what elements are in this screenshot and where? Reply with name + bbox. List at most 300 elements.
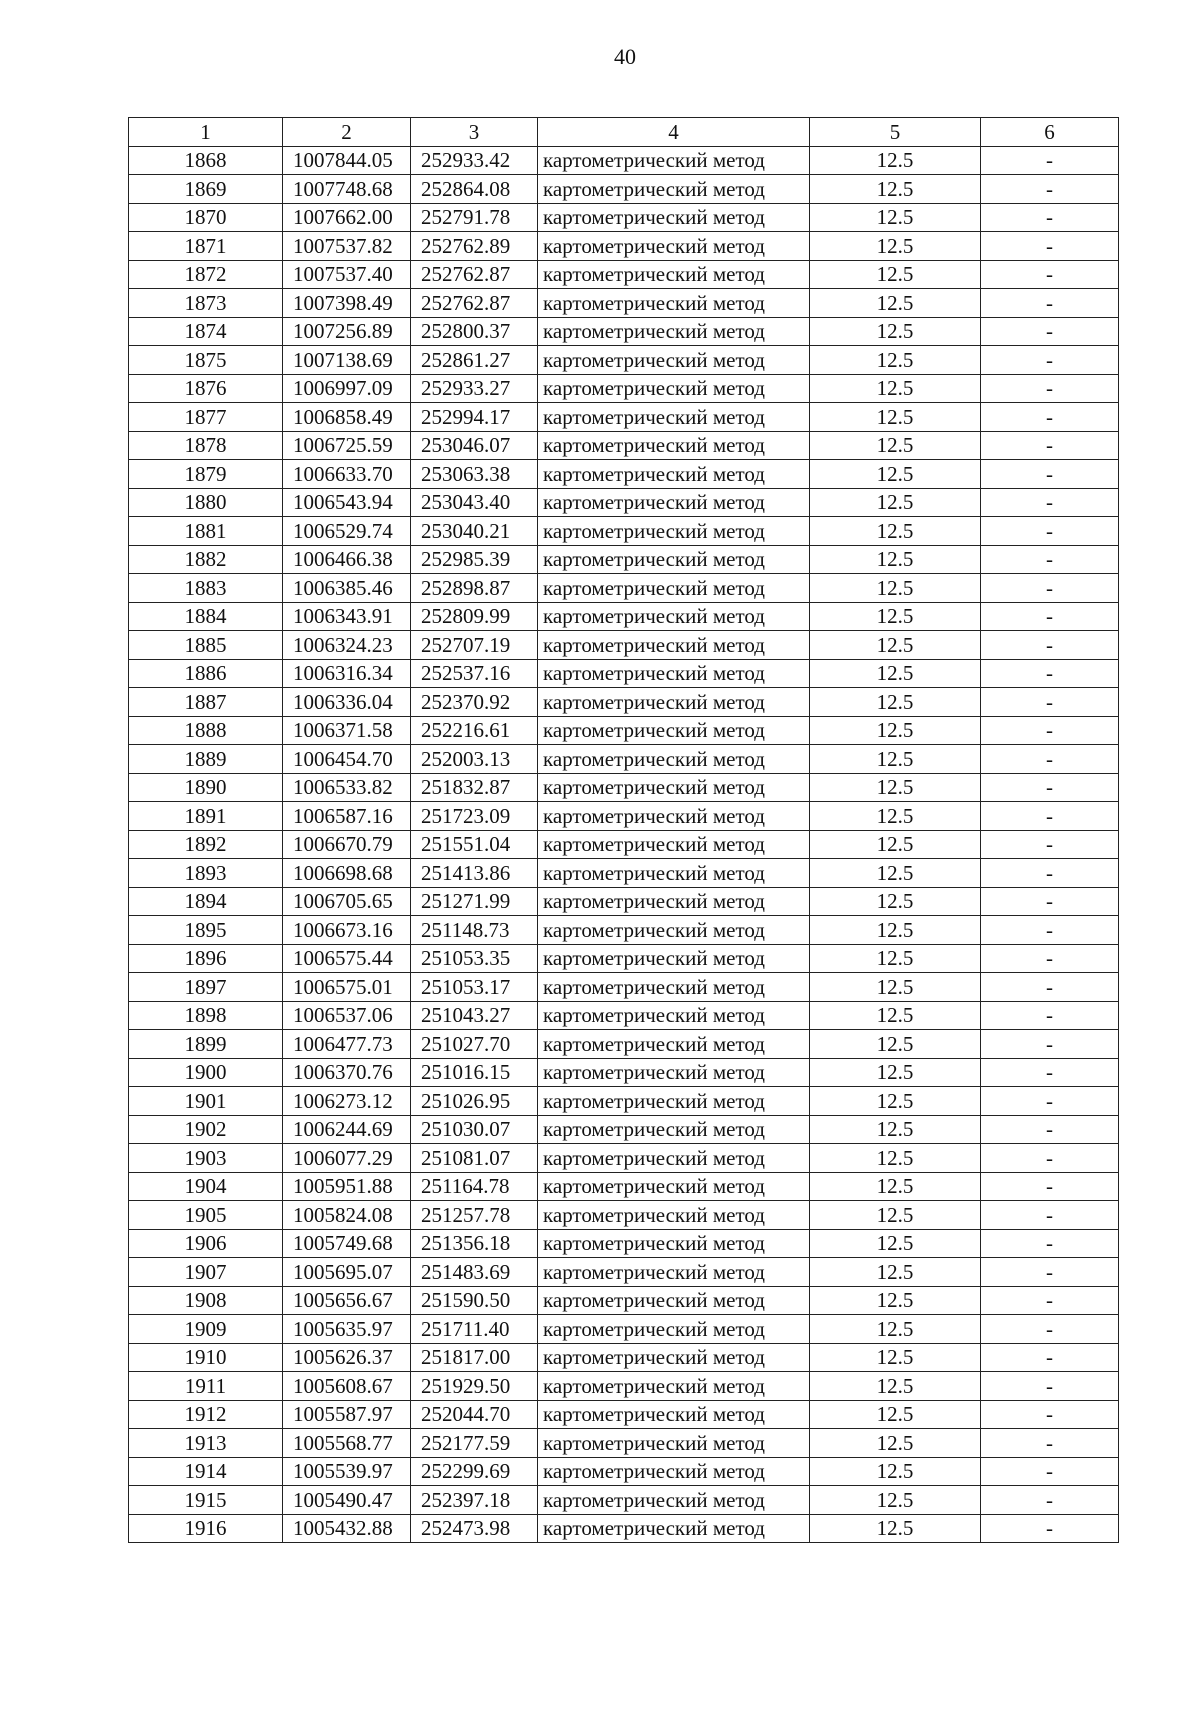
note-cell: -	[981, 517, 1119, 546]
y-coordinate-cell: 251590.50	[411, 1286, 538, 1315]
point-number-cell: 1915	[129, 1486, 283, 1515]
note-cell: -	[981, 346, 1119, 375]
note-cell: -	[981, 203, 1119, 232]
note-cell: -	[981, 1258, 1119, 1287]
y-coordinate-cell: 251551.04	[411, 830, 538, 859]
method-cell: картометрический метод	[538, 1258, 810, 1287]
y-coordinate-cell: 252800.37	[411, 317, 538, 346]
x-coordinate-cell: 1006077.29	[283, 1144, 411, 1173]
y-coordinate-cell: 251356.18	[411, 1229, 538, 1258]
point-number-cell: 1873	[129, 289, 283, 318]
point-number-cell: 1901	[129, 1087, 283, 1116]
table-row	[129, 1486, 1119, 1515]
table-row	[129, 1229, 1119, 1258]
method-cell: картометрический метод	[538, 773, 810, 802]
accuracy-cell: 12.5	[810, 1400, 981, 1429]
table-row	[129, 944, 1119, 973]
x-coordinate-cell: 1006336.04	[283, 688, 411, 717]
table-row	[129, 346, 1119, 375]
point-number-cell: 1868	[129, 146, 283, 175]
method-cell: картометрический метод	[538, 1030, 810, 1059]
point-number-cell: 1890	[129, 773, 283, 802]
table-row	[129, 916, 1119, 945]
table-row	[129, 1258, 1119, 1287]
x-coordinate-cell: 1005587.97	[283, 1400, 411, 1429]
point-number-cell: 1916	[129, 1514, 283, 1543]
x-coordinate-cell: 1006466.38	[283, 545, 411, 574]
note-cell: -	[981, 1001, 1119, 1030]
method-cell: картометрический метод	[538, 944, 810, 973]
y-coordinate-cell: 251026.95	[411, 1087, 538, 1116]
y-coordinate-cell: 252397.18	[411, 1486, 538, 1515]
coordinates-table	[128, 117, 1119, 1543]
table-row	[129, 1087, 1119, 1116]
x-coordinate-cell: 1007537.40	[283, 260, 411, 289]
method-cell: картометрический метод	[538, 1001, 810, 1030]
table-row	[129, 545, 1119, 574]
y-coordinate-cell: 251257.78	[411, 1201, 538, 1230]
y-coordinate-cell: 252216.61	[411, 716, 538, 745]
x-coordinate-cell: 1007748.68	[283, 175, 411, 204]
y-coordinate-cell: 251081.07	[411, 1144, 538, 1173]
accuracy-cell: 12.5	[810, 346, 981, 375]
table-row	[129, 802, 1119, 831]
accuracy-cell: 12.5	[810, 1229, 981, 1258]
accuracy-cell: 12.5	[810, 146, 981, 175]
note-cell: -	[981, 916, 1119, 945]
x-coordinate-cell: 1006477.73	[283, 1030, 411, 1059]
table-row	[129, 488, 1119, 517]
x-coordinate-cell: 1005539.97	[283, 1457, 411, 1486]
note-cell: -	[981, 403, 1119, 432]
point-number-cell: 1870	[129, 203, 283, 232]
point-number-cell: 1876	[129, 374, 283, 403]
table-row	[129, 859, 1119, 888]
y-coordinate-cell: 252537.16	[411, 659, 538, 688]
y-coordinate-cell: 252994.17	[411, 403, 538, 432]
table-row	[129, 1429, 1119, 1458]
x-coordinate-cell: 1005656.67	[283, 1286, 411, 1315]
y-coordinate-cell: 252707.19	[411, 631, 538, 660]
note-cell: -	[981, 773, 1119, 802]
accuracy-cell: 12.5	[810, 232, 981, 261]
point-number-cell: 1908	[129, 1286, 283, 1315]
note-cell: -	[981, 1144, 1119, 1173]
method-cell: картометрический метод	[538, 631, 810, 660]
point-number-cell: 1874	[129, 317, 283, 346]
note-cell: -	[981, 1286, 1119, 1315]
column-header: 6	[981, 118, 1119, 147]
point-number-cell: 1877	[129, 403, 283, 432]
table-row	[129, 574, 1119, 603]
x-coordinate-cell: 1006587.16	[283, 802, 411, 831]
point-number-cell: 1904	[129, 1172, 283, 1201]
accuracy-cell: 12.5	[810, 1286, 981, 1315]
table-row	[129, 830, 1119, 859]
accuracy-cell: 12.5	[810, 688, 981, 717]
accuracy-cell: 12.5	[810, 1001, 981, 1030]
note-cell: -	[981, 545, 1119, 574]
y-coordinate-cell: 251271.99	[411, 887, 538, 916]
note-cell: -	[981, 574, 1119, 603]
point-number-cell: 1887	[129, 688, 283, 717]
accuracy-cell: 12.5	[810, 830, 981, 859]
y-coordinate-cell: 253046.07	[411, 431, 538, 460]
table-row	[129, 1514, 1119, 1543]
table-row	[129, 602, 1119, 631]
method-cell: картометрический метод	[538, 1514, 810, 1543]
method-cell: картометрический метод	[538, 859, 810, 888]
table-row	[129, 1172, 1119, 1201]
table-row	[129, 431, 1119, 460]
point-number-cell: 1878	[129, 431, 283, 460]
y-coordinate-cell: 252809.99	[411, 602, 538, 631]
method-cell: картометрический метод	[538, 488, 810, 517]
point-number-cell: 1914	[129, 1457, 283, 1486]
method-cell: картометрический метод	[538, 289, 810, 318]
accuracy-cell: 12.5	[810, 374, 981, 403]
accuracy-cell: 12.5	[810, 517, 981, 546]
note-cell: -	[981, 1201, 1119, 1230]
note-cell: -	[981, 1030, 1119, 1059]
page-number: 40	[614, 44, 636, 69]
point-number-cell: 1884	[129, 602, 283, 631]
point-number-cell: 1898	[129, 1001, 283, 1030]
method-cell: картометрический метод	[538, 1372, 810, 1401]
point-number-cell: 1903	[129, 1144, 283, 1173]
note-cell: -	[981, 1315, 1119, 1344]
accuracy-cell: 12.5	[810, 1201, 981, 1230]
note-cell: -	[981, 830, 1119, 859]
note-cell: -	[981, 289, 1119, 318]
x-coordinate-cell: 1006997.09	[283, 374, 411, 403]
table-row	[129, 1058, 1119, 1087]
point-number-cell: 1907	[129, 1258, 283, 1287]
note-cell: -	[981, 716, 1119, 745]
method-cell: картометрический метод	[538, 232, 810, 261]
note-cell: -	[981, 1172, 1119, 1201]
point-number-cell: 1896	[129, 944, 283, 973]
table-row	[129, 773, 1119, 802]
method-cell: картометрический метод	[538, 887, 810, 916]
note-cell: -	[981, 802, 1119, 831]
y-coordinate-cell: 252985.39	[411, 545, 538, 574]
accuracy-cell: 12.5	[810, 1457, 981, 1486]
table-row	[129, 203, 1119, 232]
x-coordinate-cell: 1006537.06	[283, 1001, 411, 1030]
accuracy-cell: 12.5	[810, 1144, 981, 1173]
x-coordinate-cell: 1005626.37	[283, 1343, 411, 1372]
table-row	[129, 1201, 1119, 1230]
x-coordinate-cell: 1005608.67	[283, 1372, 411, 1401]
point-number-cell: 1872	[129, 260, 283, 289]
point-number-cell: 1895	[129, 916, 283, 945]
accuracy-cell: 12.5	[810, 659, 981, 688]
y-coordinate-cell: 251027.70	[411, 1030, 538, 1059]
x-coordinate-cell: 1006543.94	[283, 488, 411, 517]
table-row	[129, 659, 1119, 688]
accuracy-cell: 12.5	[810, 317, 981, 346]
method-cell: картометрический метод	[538, 1229, 810, 1258]
accuracy-cell: 12.5	[810, 802, 981, 831]
point-number-cell: 1869	[129, 175, 283, 204]
note-cell: -	[981, 488, 1119, 517]
note-cell: -	[981, 260, 1119, 289]
x-coordinate-cell: 1005951.88	[283, 1172, 411, 1201]
method-cell: картометрический метод	[538, 716, 810, 745]
y-coordinate-cell: 251030.07	[411, 1115, 538, 1144]
x-coordinate-cell: 1006670.79	[283, 830, 411, 859]
table-row	[129, 374, 1119, 403]
x-coordinate-cell: 1007398.49	[283, 289, 411, 318]
note-cell: -	[981, 1343, 1119, 1372]
note-cell: -	[981, 146, 1119, 175]
note-cell: -	[981, 374, 1119, 403]
method-cell: картометрический метод	[538, 1144, 810, 1173]
note-cell: -	[981, 460, 1119, 489]
point-number-cell: 1905	[129, 1201, 283, 1230]
point-number-cell: 1906	[129, 1229, 283, 1258]
y-coordinate-cell: 253063.38	[411, 460, 538, 489]
column-header: 5	[810, 118, 981, 147]
method-cell: картометрический метод	[538, 830, 810, 859]
point-number-cell: 1893	[129, 859, 283, 888]
y-coordinate-cell: 252933.27	[411, 374, 538, 403]
y-coordinate-cell: 251929.50	[411, 1372, 538, 1401]
point-number-cell: 1885	[129, 631, 283, 660]
accuracy-cell: 12.5	[810, 773, 981, 802]
accuracy-cell: 12.5	[810, 1372, 981, 1401]
method-cell: картометрический метод	[538, 973, 810, 1002]
accuracy-cell: 12.5	[810, 1115, 981, 1144]
note-cell: -	[981, 1486, 1119, 1515]
point-number-cell: 1889	[129, 745, 283, 774]
x-coordinate-cell: 1005490.47	[283, 1486, 411, 1515]
x-coordinate-cell: 1007138.69	[283, 346, 411, 375]
method-cell: картометрический метод	[538, 460, 810, 489]
x-coordinate-cell: 1006725.59	[283, 431, 411, 460]
x-coordinate-cell: 1006529.74	[283, 517, 411, 546]
table-row	[129, 175, 1119, 204]
accuracy-cell: 12.5	[810, 1030, 981, 1059]
y-coordinate-cell: 251148.73	[411, 916, 538, 945]
accuracy-cell: 12.5	[810, 488, 981, 517]
y-coordinate-cell: 253040.21	[411, 517, 538, 546]
x-coordinate-cell: 1005749.68	[283, 1229, 411, 1258]
y-coordinate-cell: 252861.27	[411, 346, 538, 375]
y-coordinate-cell: 253043.40	[411, 488, 538, 517]
table-row	[129, 887, 1119, 916]
accuracy-cell: 12.5	[810, 1429, 981, 1458]
table-row	[129, 631, 1119, 660]
point-number-cell: 1899	[129, 1030, 283, 1059]
note-cell: -	[981, 1400, 1119, 1429]
accuracy-cell: 12.5	[810, 1087, 981, 1116]
x-coordinate-cell: 1005568.77	[283, 1429, 411, 1458]
method-cell: картометрический метод	[538, 1400, 810, 1429]
note-cell: -	[981, 431, 1119, 460]
column-header: 2	[283, 118, 411, 147]
table-row	[129, 1030, 1119, 1059]
y-coordinate-cell: 252003.13	[411, 745, 538, 774]
note-cell: -	[981, 1087, 1119, 1116]
point-number-cell: 1897	[129, 973, 283, 1002]
accuracy-cell: 12.5	[810, 175, 981, 204]
y-coordinate-cell: 252762.87	[411, 289, 538, 318]
y-coordinate-cell: 251413.86	[411, 859, 538, 888]
point-number-cell: 1891	[129, 802, 283, 831]
table-row	[129, 1286, 1119, 1315]
table-row	[129, 517, 1119, 546]
accuracy-cell: 12.5	[810, 1058, 981, 1087]
y-coordinate-cell: 252762.87	[411, 260, 538, 289]
table-row	[129, 403, 1119, 432]
y-coordinate-cell: 252791.78	[411, 203, 538, 232]
x-coordinate-cell: 1005432.88	[283, 1514, 411, 1543]
x-coordinate-cell: 1006371.58	[283, 716, 411, 745]
y-coordinate-cell: 251043.27	[411, 1001, 538, 1030]
point-number-cell: 1892	[129, 830, 283, 859]
table-row	[129, 716, 1119, 745]
method-cell: картометрический метод	[538, 517, 810, 546]
method-cell: картометрический метод	[538, 1286, 810, 1315]
accuracy-cell: 12.5	[810, 1514, 981, 1543]
x-coordinate-cell: 1006633.70	[283, 460, 411, 489]
y-coordinate-cell: 251053.35	[411, 944, 538, 973]
table-row	[129, 1457, 1119, 1486]
x-coordinate-cell: 1007256.89	[283, 317, 411, 346]
table-row	[129, 460, 1119, 489]
table-row	[129, 1372, 1119, 1401]
x-coordinate-cell: 1005695.07	[283, 1258, 411, 1287]
note-cell: -	[981, 745, 1119, 774]
accuracy-cell: 12.5	[810, 1486, 981, 1515]
table-row	[129, 745, 1119, 774]
y-coordinate-cell: 252177.59	[411, 1429, 538, 1458]
method-cell: картометрический метод	[538, 403, 810, 432]
point-number-cell: 1911	[129, 1372, 283, 1401]
point-number-cell: 1883	[129, 574, 283, 603]
method-cell: картометрический метод	[538, 1429, 810, 1458]
method-cell: картометрический метод	[538, 175, 810, 204]
accuracy-cell: 12.5	[810, 574, 981, 603]
method-cell: картометрический метод	[538, 574, 810, 603]
y-coordinate-cell: 251723.09	[411, 802, 538, 831]
method-cell: картометрический метод	[538, 688, 810, 717]
method-cell: картометрический метод	[538, 745, 810, 774]
note-cell: -	[981, 1229, 1119, 1258]
method-cell: картометрический метод	[538, 203, 810, 232]
point-number-cell: 1879	[129, 460, 283, 489]
method-cell: картометрический метод	[538, 317, 810, 346]
point-number-cell: 1882	[129, 545, 283, 574]
accuracy-cell: 12.5	[810, 973, 981, 1002]
y-coordinate-cell: 251016.15	[411, 1058, 538, 1087]
table-row	[129, 317, 1119, 346]
y-coordinate-cell: 252473.98	[411, 1514, 538, 1543]
y-coordinate-cell: 251483.69	[411, 1258, 538, 1287]
table-row	[129, 1343, 1119, 1372]
point-number-cell: 1888	[129, 716, 283, 745]
table-row	[129, 1144, 1119, 1173]
method-cell: картометрический метод	[538, 1486, 810, 1515]
note-cell: -	[981, 944, 1119, 973]
accuracy-cell: 12.5	[810, 460, 981, 489]
x-coordinate-cell: 1006370.76	[283, 1058, 411, 1087]
note-cell: -	[981, 1514, 1119, 1543]
point-number-cell: 1881	[129, 517, 283, 546]
method-cell: картометрический метод	[538, 659, 810, 688]
method-cell: картометрический метод	[538, 1457, 810, 1486]
method-cell: картометрический метод	[538, 1343, 810, 1372]
accuracy-cell: 12.5	[810, 1343, 981, 1372]
column-header: 3	[411, 118, 538, 147]
note-cell: -	[981, 232, 1119, 261]
column-header: 1	[129, 118, 283, 147]
header-row	[129, 118, 1119, 147]
table-row	[129, 1001, 1119, 1030]
point-number-cell: 1913	[129, 1429, 283, 1458]
x-coordinate-cell: 1006575.44	[283, 944, 411, 973]
accuracy-cell: 12.5	[810, 289, 981, 318]
accuracy-cell: 12.5	[810, 716, 981, 745]
y-coordinate-cell: 251711.40	[411, 1315, 538, 1344]
note-cell: -	[981, 1457, 1119, 1486]
note-cell: -	[981, 175, 1119, 204]
table-row	[129, 289, 1119, 318]
point-number-cell: 1871	[129, 232, 283, 261]
method-cell: картометрический метод	[538, 1087, 810, 1116]
x-coordinate-cell: 1006705.65	[283, 887, 411, 916]
method-cell: картометрический метод	[538, 260, 810, 289]
x-coordinate-cell: 1006533.82	[283, 773, 411, 802]
note-cell: -	[981, 688, 1119, 717]
note-cell: -	[981, 1115, 1119, 1144]
y-coordinate-cell: 252370.92	[411, 688, 538, 717]
x-coordinate-cell: 1005635.97	[283, 1315, 411, 1344]
x-coordinate-cell: 1007844.05	[283, 146, 411, 175]
accuracy-cell: 12.5	[810, 602, 981, 631]
table-row	[129, 232, 1119, 261]
note-cell: -	[981, 859, 1119, 888]
note-cell: -	[981, 887, 1119, 916]
column-header: 4	[538, 118, 810, 147]
x-coordinate-cell: 1006454.70	[283, 745, 411, 774]
x-coordinate-cell: 1006698.68	[283, 859, 411, 888]
method-cell: картометрический метод	[538, 1201, 810, 1230]
x-coordinate-cell: 1006316.34	[283, 659, 411, 688]
x-coordinate-cell: 1006273.12	[283, 1087, 411, 1116]
point-number-cell: 1900	[129, 1058, 283, 1087]
accuracy-cell: 12.5	[810, 1315, 981, 1344]
note-cell: -	[981, 631, 1119, 660]
accuracy-cell: 12.5	[810, 260, 981, 289]
note-cell: -	[981, 1372, 1119, 1401]
method-cell: картометрический метод	[538, 346, 810, 375]
y-coordinate-cell: 252864.08	[411, 175, 538, 204]
table-row	[129, 1400, 1119, 1429]
accuracy-cell: 12.5	[810, 631, 981, 660]
y-coordinate-cell: 251832.87	[411, 773, 538, 802]
y-coordinate-cell: 252933.42	[411, 146, 538, 175]
y-coordinate-cell: 252044.70	[411, 1400, 538, 1429]
point-number-cell: 1902	[129, 1115, 283, 1144]
x-coordinate-cell: 1007662.00	[283, 203, 411, 232]
table-row	[129, 688, 1119, 717]
y-coordinate-cell: 252762.89	[411, 232, 538, 261]
accuracy-cell: 12.5	[810, 944, 981, 973]
table-row	[129, 973, 1119, 1002]
